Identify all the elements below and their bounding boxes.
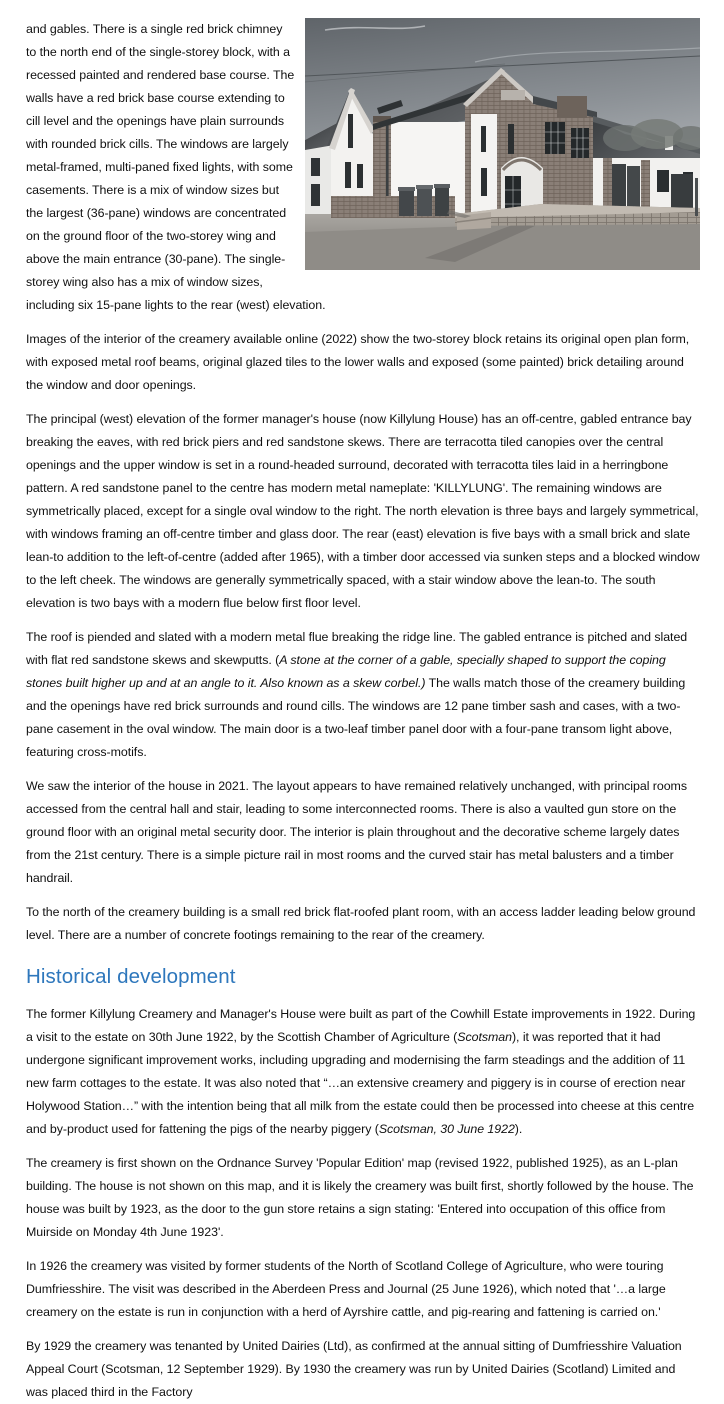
text-run: Images of the interior of the creamery available online (2022) show the two-storey block retains its original open plan form, with exposed metal roof beams, original glazed tiles to the lower walls and exposed (some painted) brick detailing around the window and door openings.	[26, 332, 690, 392]
text-run: By 1929 the creamery was tenanted by United Dairies (Ltd), as confirmed at the annual sitting of Dumfriesshire Valuation Appeal Court (Scotsman, 12 September 1929). By 1930 the creamery was run by United Dairies (Scotland) Limited and was placed third in the Factory	[26, 1339, 682, 1399]
paragraph-history-ordnance-survey	[26, 1152, 700, 1244]
photograph-image	[305, 18, 700, 270]
text-run: and gables. There is a single red brick chimney to the north end of the single-storey block, with a recessed painted and rendered base course. The walls have a red brick base course extending to cill level and the openings have plain surrounds with rounded brick cills. The windows are largely metal-framed, multi-paned fixed lights, with some casements. There is a mix of window sizes but the largest (36-pane) windows are concentrated on the ground floor of the two-storey wing and above the main entrance (30-pane). The single-storey wing also has a mix of window sizes, including six 15-pane lights to the rear (west) elevation.	[26, 22, 326, 312]
paragraph-principal-elevation	[26, 408, 700, 615]
text-run: ).	[514, 1122, 523, 1136]
text-run: We saw the interior of the house in 2021. The layout appears to have remained relatively unchanged, with principal rooms accessed from the central hall and stair, leading to some interconnected rooms. There is also a vaulted gun store on the ground floor with an original metal security door. The interior is plain throughout and the decorative scheme largely dates from the 21st century. There is a simple picture rail in most rooms and the curved stair has metal balusters and a timber handrail.	[26, 779, 687, 885]
paragraph-history-1926-visit	[26, 1255, 700, 1324]
text-run: In 1926 the creamery was visited by former students of the North of Scotland College of Agriculture, who were touring Dumfriesshire. The visit was described in the Aberdeen Press and Journal (25 June 1926), which noted that '…a large creamery on the estate is run in conjunction with a herd of Ayrshire cattle, and pig-rearing and fattening is carried on.'	[26, 1259, 666, 1319]
paragraph-interior-images	[26, 328, 700, 397]
text-run-italic: Scotsman	[457, 1030, 512, 1044]
building-photograph	[305, 18, 700, 270]
text-run-italic: Scotsman, 30 June 1922	[378, 1122, 515, 1136]
text-run: The former Killylung Creamery and Manager's House were built as part of the Cowhill Estate improvements in 1922. During a visit to the estate on 30th June 1922, by the Scottish Chamber of Agriculture (	[26, 1007, 696, 1044]
paragraph-history-1929-united-dairies	[26, 1335, 700, 1404]
text-run: To the north of the creamery building is a small red brick flat-roofed plant room, with an access ladder leading below ground level. There are a number of concrete footings remaining to the rear of the creamery.	[26, 905, 696, 942]
paragraph-roof-description	[26, 626, 700, 764]
paragraph-interior-visit	[26, 775, 700, 890]
text-run: The roof is piended and slated with a modern metal flue breaking the ridge line. The gabled entrance is pitched and slated with flat red sandstone skews and skewputts. (	[26, 630, 688, 667]
text-run: The walls match those of the creamery building and the openings have red brick surrounds and round cills. The windows are 12 pane timber sash and cases, with a two-pane casement in the oval window. The main door is a two-leaf timber panel door with a four-pane transom light above, featuring cross-motifs.	[26, 676, 686, 759]
text-run-italic: A stone at the corner of a gable, specially shaped to support the coping stones built higher up and at an angle to it. Also known as a skew corbel.)	[26, 653, 666, 690]
text-run: ), it was reported that it had undergone significant improvement works, including upgrading and modernising the farm steadings and the addition of 11 new farm cottages to the estate. It was also noted that “…an extensive creamery and piggery is in course of erection near Holywood Station…” with the intention being that all milk from the estate could then be processed into cheese at this centre and by-product used for fattening the pigs of the nearby piggery (	[26, 1030, 695, 1136]
text-run: The creamery is first shown on the Ordnance Survey 'Popular Edition' map (revised 1922, published 1925), as an L-plan building. The house is not shown on this map, and it is likely the creamery was built first, shortly followed by the house. The house was built by 1923, as the door to the gun store retains a sign stating: 'Entered into occupation of this office from Muirside on Monday 4th June 1923'.	[26, 1156, 694, 1239]
page-title-historical-development: Historical development	[26, 965, 236, 988]
text-run: The principal (west) elevation of the former manager's house (now Killylung House) has an off-centre, gabled entrance bay breaking the eaves, with red brick piers and red sandstone skews. There are terracotta tiled canopies over the central openings and the upper window is set in a round-headed surround, decorated with terracotta tiles laid in a herringbone pattern. A red sandstone panel to the centre has modern metal nameplate: 'KILLYLUNG'. The remaining windows are symmetrically placed, except for a single oval window to the right. The north elevation is three bays and largely symmetrical, with windows framing an off-centre timber and glass door. The rear (east) elevation is five bays with a small brick and slate lean-to addition to the left-of-centre (added after 1965), with a timber door accessed via sunken steps and a blocked window to the left cheek. The windows are generally symmetrically spaced, with a stair window above the lean-to. The south elevation is two bays with a modern flue below first floor level.	[26, 412, 700, 610]
paragraph-plant-room	[26, 901, 700, 947]
